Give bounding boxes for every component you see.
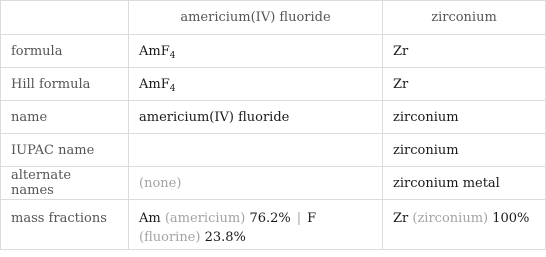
table-row: [1, 167, 546, 200]
americium-fraction: 76.2%: [249, 211, 291, 226]
table-row: [1, 134, 546, 167]
fraction-separator: |: [296, 211, 302, 226]
iupac-name-zirconium: zirconium: [383, 134, 546, 167]
row-label-mass-fractions: mass fractions: [1, 200, 129, 250]
zirconium-symbol: Zr: [393, 211, 409, 226]
zirconium-fraction: 100%: [492, 211, 530, 226]
fluorine-symbol: F: [307, 211, 317, 226]
header-row: [1, 1, 546, 35]
zirconium-element-name: (zirconium): [412, 211, 489, 226]
fluorine-fraction: 23.8%: [204, 230, 246, 245]
header-empty-cell: [1, 1, 129, 35]
row-label-alternate-names: alternate names: [1, 167, 129, 200]
table-row: [1, 101, 546, 134]
hill-formula-base: AmF: [139, 76, 170, 92]
mass-fractions-americium-fluoride: [129, 200, 383, 250]
fluorine-element-name: (fluorine): [139, 230, 201, 245]
americium-symbol: Am: [139, 211, 161, 226]
table-row: [1, 200, 546, 250]
header-americium-fluoride: americium(IV) fluoride: [129, 1, 383, 35]
row-label-hill-formula: Hill formula: [1, 68, 129, 101]
alternate-names-zirconium: zirconium metal: [383, 167, 546, 200]
hill-formula-americium-fluoride: [129, 68, 383, 101]
americium-element-name: (americium): [164, 211, 246, 226]
formula-subscript: 4: [169, 50, 176, 61]
row-label-iupac-name: IUPAC name: [1, 134, 129, 167]
hill-formula-zirconium: Zr: [383, 68, 546, 101]
iupac-name-americium-fluoride: [129, 134, 383, 167]
hill-formula-subscript: 4: [169, 83, 176, 94]
row-label-name: name: [1, 101, 129, 134]
formula-zirconium: Zr: [383, 35, 546, 68]
name-americium-fluoride: americium(IV) fluoride: [129, 101, 383, 134]
mass-fractions-zirconium: [383, 200, 546, 250]
header-zirconium: zirconium: [383, 1, 546, 35]
table-row: [1, 68, 546, 101]
formula-americium-fluoride: [129, 35, 383, 68]
alternate-names-americium-fluoride: (none): [129, 167, 383, 200]
name-zirconium: zirconium: [383, 101, 546, 134]
table-row: [1, 35, 546, 68]
formula-base: AmF: [139, 43, 170, 59]
row-label-formula: formula: [1, 35, 129, 68]
